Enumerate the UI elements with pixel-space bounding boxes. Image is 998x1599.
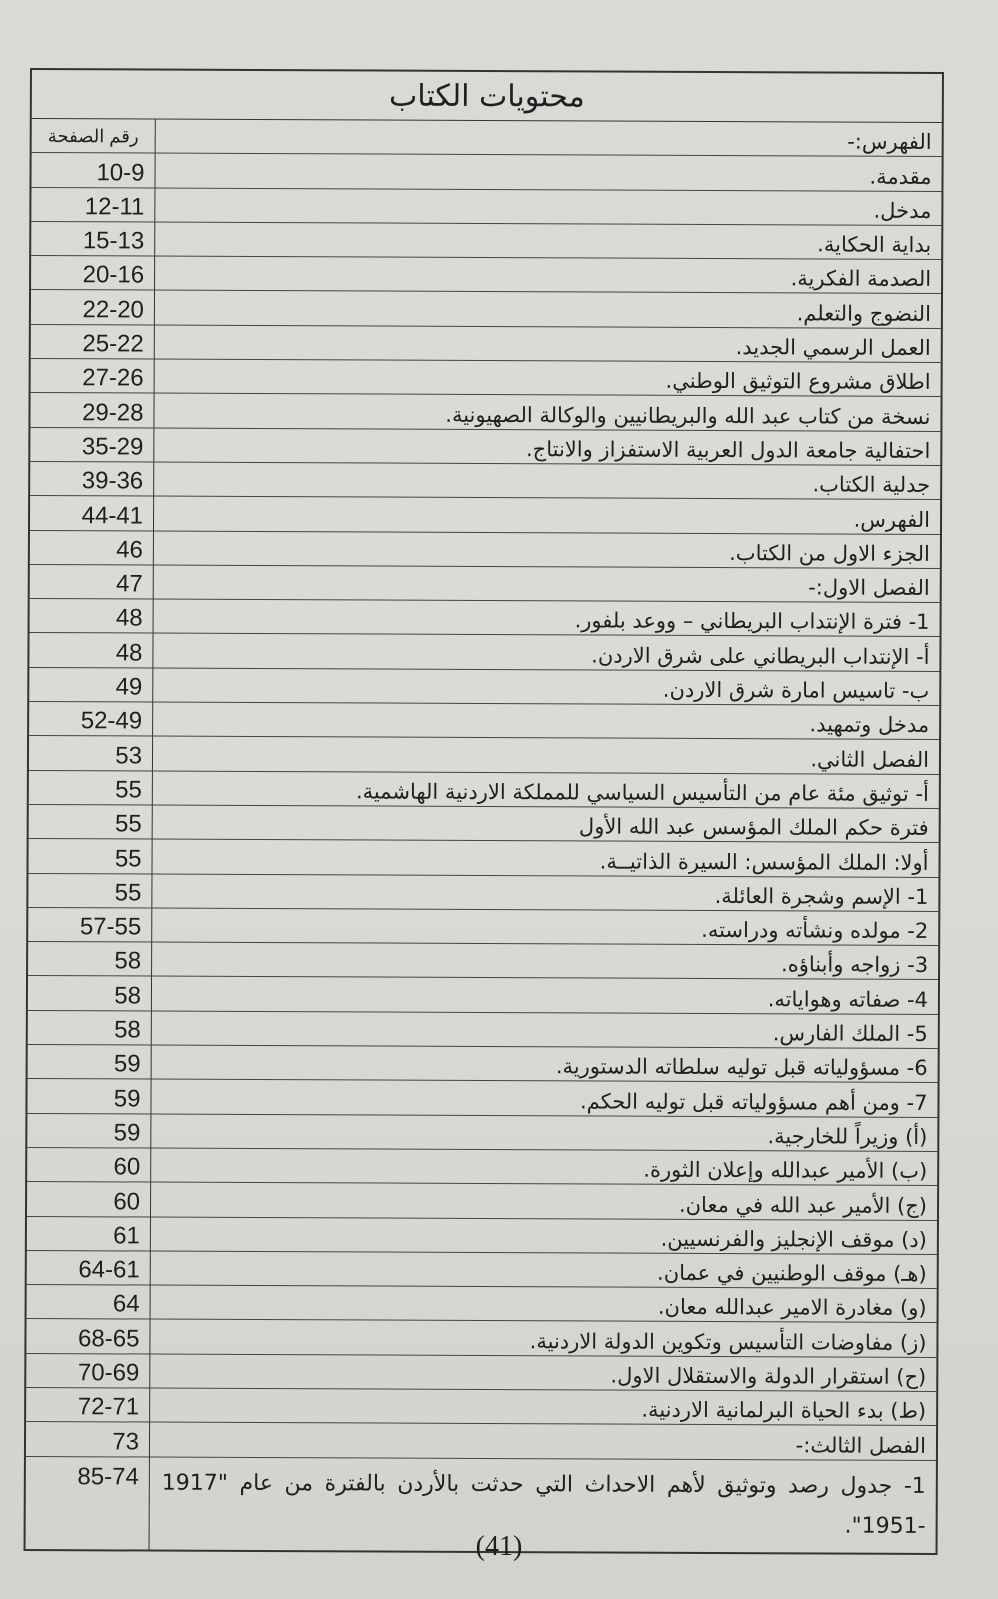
toc-entry-text: 6- مسؤولياته قبل توليه سلطاته الدستورية. bbox=[555, 1054, 928, 1081]
toc-entry-text: 1- فترة الإنتداب البريطاني – ووعد بلفور. bbox=[574, 608, 930, 635]
toc-row bbox=[26, 1422, 936, 1460]
toc-entry-text: مدخل وتمهيد. bbox=[809, 712, 930, 738]
toc-entry-text: الفصل الثالث:- bbox=[795, 1432, 927, 1458]
toc-row bbox=[26, 1388, 936, 1426]
toc-page-number: 55 bbox=[28, 839, 152, 873]
toc-entry-text: الفصل الثاني. bbox=[810, 747, 930, 772]
toc-entry-text: 4- صفاته وهواياته. bbox=[767, 986, 928, 1012]
toc-entry-text: (ط) بدء الحياة البرلمانية الاردنية. bbox=[641, 1397, 927, 1424]
toc-entry-text: العمل الرسمي الجديد. bbox=[735, 335, 931, 361]
toc-page-number: 55 bbox=[29, 805, 153, 839]
toc-page-number: 70-69 bbox=[26, 1354, 150, 1388]
page-column-header: رقم الصفحة bbox=[32, 119, 156, 153]
toc-row bbox=[30, 393, 940, 431]
toc-row bbox=[29, 736, 939, 774]
toc-page-number: 57-55 bbox=[28, 908, 152, 942]
toc-row bbox=[28, 874, 938, 912]
toc-row bbox=[27, 1285, 937, 1323]
toc-entry-text: (هـ) موقف الوطنيين في عمان. bbox=[656, 1260, 927, 1287]
toc-entry-text: الفصل الاول:- bbox=[808, 575, 930, 601]
toc-page-number: 59 bbox=[28, 1045, 152, 1079]
toc-page-number: 55 bbox=[28, 874, 152, 908]
toc-row bbox=[31, 188, 941, 226]
page-number: (41) bbox=[475, 1531, 523, 1562]
toc-page-number: 53 bbox=[29, 736, 153, 770]
toc-row bbox=[26, 1319, 936, 1357]
toc-page-number: 39-36 bbox=[30, 462, 154, 496]
toc-row bbox=[30, 565, 940, 603]
toc-row bbox=[31, 222, 941, 260]
toc-page-number: 22-20 bbox=[31, 290, 155, 324]
toc-entry-text: مقدمة. bbox=[869, 164, 932, 189]
toc-entry-text: (أ) وزيراً للخارجية. bbox=[767, 1124, 928, 1149]
entry-column-header: الفهرس:- bbox=[847, 129, 932, 155]
toc-entry-text: جدلية الكتاب. bbox=[812, 472, 931, 498]
toc-page-number: 59 bbox=[27, 1114, 151, 1148]
toc-row bbox=[30, 599, 940, 637]
toc-row bbox=[30, 462, 940, 500]
toc-row bbox=[28, 1011, 938, 1049]
toc-entry-text: 2- مولده ونشأته ودراسته. bbox=[701, 918, 929, 944]
toc-entry-text: 1- جدول رصد وتوثيق لأهم الاحداث التي حدثت بالأردن بالفترة من عام "1917 -1951". bbox=[161, 1470, 926, 1539]
toc-page-number: 49 bbox=[29, 668, 153, 702]
toc-row bbox=[28, 976, 938, 1014]
toc-entry-text: أ- الإنتداب البريطاني على شرق الاردن. bbox=[591, 643, 930, 669]
toc-page-number: 59 bbox=[27, 1079, 151, 1113]
toc-page-number: 10-9 bbox=[31, 153, 155, 187]
toc-row bbox=[30, 531, 940, 569]
toc-page-number: 60 bbox=[27, 1148, 151, 1182]
toc-page-number: 58 bbox=[28, 942, 152, 976]
toc-page-number: 15-13 bbox=[31, 222, 155, 256]
toc-page-number: 73 bbox=[26, 1422, 150, 1456]
toc-page-number: 48 bbox=[29, 633, 153, 667]
toc-entry-text: (د) موقف الإنجليز والفرنسيين. bbox=[660, 1226, 927, 1252]
toc-row bbox=[31, 256, 941, 294]
toc-entry-text: أ- توثيق مئة عام من التأسيس السياسي للمملكة الاردنية الهاشمية. bbox=[355, 779, 929, 806]
toc-page-number: 20-16 bbox=[31, 256, 155, 290]
toc-entry-text: (ح) استقرار الدولة والاستقلال الاول. bbox=[610, 1363, 927, 1389]
toc-entry-text: 1- الإسم وشجرة العائلة. bbox=[714, 883, 929, 909]
toc-row bbox=[27, 1251, 937, 1289]
toc-page-number: 44-41 bbox=[30, 496, 154, 530]
header-row bbox=[32, 119, 942, 157]
toc-row bbox=[29, 771, 939, 809]
toc-page-number: 64-61 bbox=[27, 1251, 151, 1285]
toc-row bbox=[29, 805, 939, 843]
contents-rows bbox=[26, 119, 942, 1555]
toc-entry-text: اطلاق مشروع التوثيق الوطني. bbox=[665, 369, 931, 395]
toc-page-number: 52-49 bbox=[29, 702, 153, 736]
toc-entry-text: 5- الملك الفارس. bbox=[772, 1021, 928, 1046]
toc-page-number: 29-28 bbox=[30, 393, 154, 427]
toc-page-number: 25-22 bbox=[31, 325, 155, 359]
toc-entry-text: ب- تاسيس امارة شرق الاردن. bbox=[662, 677, 930, 703]
toc-row bbox=[27, 1079, 937, 1117]
toc-entry-text: أولا: الملك المؤسس: السيرة الذاتيــة. bbox=[599, 849, 929, 875]
toc-entry-text: نسخة من كتاب عبد الله والبريطانيين والوكالة الصهيونية. bbox=[445, 402, 931, 429]
toc-row bbox=[27, 1182, 937, 1220]
toc-row bbox=[27, 1216, 937, 1254]
toc-row bbox=[27, 1148, 937, 1186]
toc-page-number: 64 bbox=[27, 1285, 151, 1319]
toc-entry-text: الفهرس. bbox=[853, 507, 931, 532]
toc-entry-text: بداية الحكاية. bbox=[817, 232, 932, 258]
toc-page-number: 85-74 bbox=[26, 1457, 150, 1550]
toc-row bbox=[30, 496, 940, 534]
toc-entry-text: 7- ومن أهم مسؤولياته قبل توليه الحكم. bbox=[579, 1089, 928, 1115]
toc-page-number: 61 bbox=[27, 1216, 151, 1250]
title-row bbox=[32, 70, 942, 123]
toc-row bbox=[26, 1354, 936, 1392]
toc-entry-text: (ز) مفاوضات التأسيس وتكوين الدولة الاردنية. bbox=[529, 1328, 927, 1355]
toc-row bbox=[29, 702, 939, 740]
toc-page-number: 68-65 bbox=[26, 1319, 150, 1353]
toc-page-number: 58 bbox=[28, 1011, 152, 1045]
toc-row bbox=[31, 325, 941, 363]
toc-page-number: 58 bbox=[28, 976, 152, 1010]
toc-entry-text: (ب) الأمير عبدالله وإعلان الثورة. bbox=[643, 1157, 928, 1184]
toc-page-number: 60 bbox=[27, 1182, 151, 1216]
toc-page-number: 47 bbox=[30, 565, 154, 599]
toc-page-number: 27-26 bbox=[31, 359, 155, 393]
toc-page-number: 46 bbox=[30, 531, 154, 565]
toc-row bbox=[31, 153, 941, 191]
toc-entry-text: الصدمة الفكرية. bbox=[790, 266, 932, 292]
toc-row bbox=[28, 1045, 938, 1083]
toc-row bbox=[31, 359, 941, 397]
toc-entry-text: (و) مغادرة الامير عبدالله معان. bbox=[657, 1295, 927, 1321]
toc-entry-text: 3- زواجه وأبناؤه. bbox=[780, 952, 929, 978]
toc-row bbox=[30, 428, 940, 466]
toc-row bbox=[29, 633, 939, 671]
toc-row bbox=[29, 668, 939, 706]
toc-entry-text: فترة حكم الملك المؤسس عبد الله الأول bbox=[578, 814, 929, 841]
toc-page-number: 35-29 bbox=[30, 428, 154, 462]
toc-entry-text: النضوج والتعلم. bbox=[796, 301, 931, 326]
toc-entry-text: الجزء الاول من الكتاب. bbox=[729, 540, 930, 566]
page-title: محتويات الكتاب bbox=[388, 78, 585, 114]
toc-entry-text: احتفالية جامعة الدول العربية الاستفزاز والانتاج. bbox=[525, 437, 931, 463]
toc-page-number: 48 bbox=[30, 599, 154, 633]
toc-row bbox=[28, 908, 938, 946]
toc-row bbox=[28, 839, 938, 877]
toc-row bbox=[27, 1114, 937, 1152]
toc-entry-text: (ج) الأمير عبد الله في معان. bbox=[678, 1192, 928, 1218]
toc-page-number: 12-11 bbox=[31, 188, 155, 222]
contents-table bbox=[24, 68, 944, 1555]
toc-page-number: 55 bbox=[29, 771, 153, 805]
toc-row bbox=[28, 942, 938, 980]
toc-entry-text: مدخل. bbox=[873, 198, 932, 223]
toc-page-number: 72-71 bbox=[26, 1388, 150, 1422]
toc-row bbox=[31, 290, 941, 328]
